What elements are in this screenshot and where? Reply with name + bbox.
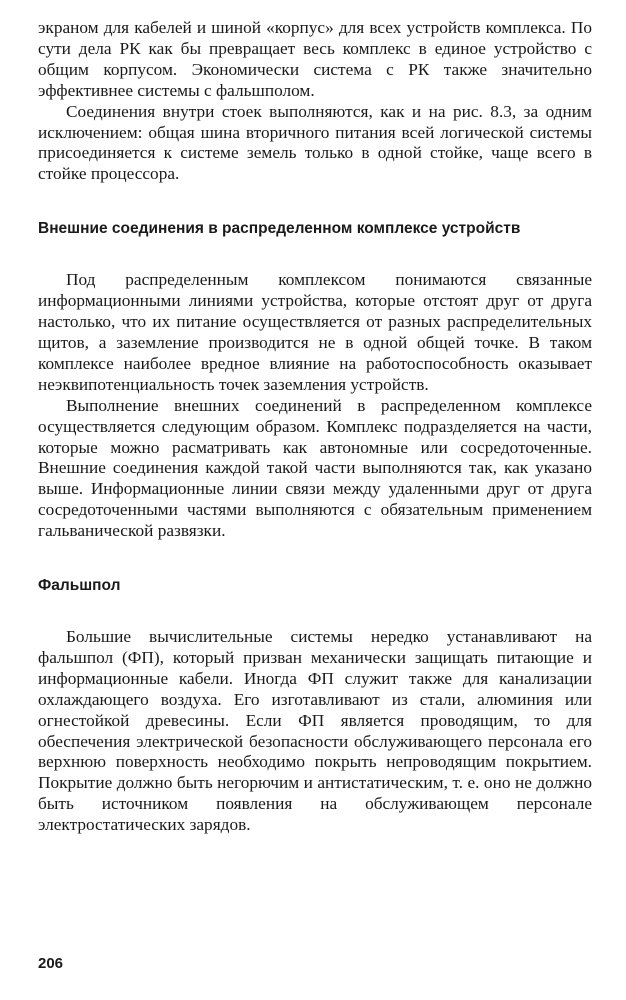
text-paragraph: экраном для кабелей и шиной «корпус» для всех устройств комплекса. По сути дела РК как бы превращает весь комплекс в единое устройство с общим корпусом. Экономически система с РК также значительно эффективнее системы с фальшполом. — [38, 18, 592, 100]
page-body — [38, 18, 592, 836]
text-paragraph: Большие вычислительные системы нередко устанавливают на фальшпол (ФП), который призван механически защищать питающие и информационные кабели. Иногда ФП служит также для канализации охлаждающего воздуха. Его изготавливают из стали, алюминия или огнестойкой древесины. Если ФП является проводящим, то для обеспечения электрической безопасности обслуживающего персонала его верхнюю поверхность необходимо покрыть непроводящим покрытием. Покрытие должно быть негорючим и антистатическим, т. е. оно не должно быть источником появления на обслуживающем персонале электростатических зарядов. — [38, 627, 592, 835]
text-paragraph: Выполнение внешних соединений в распределенном комплексе осуществляется следующим образом. Комплекс подразделяется на части, которые можно расматривать как автономные или сосредоточенные. Внешние соединения каждой такой части выполняются так, как указано выше. Информационные линии связи между удаленными друг от друга сосредоточенными частями выполняются с обязательным применением гальванической развязки. — [38, 395, 592, 541]
section-body-raised-floor — [38, 627, 592, 836]
section-heading-external-connections: Внешние соединения в распределенном комплексе устройств — [38, 220, 521, 238]
text-paragraph: Соединения внутри стоек выполняются, как и на рис. 8.3, за одним исключением: общая шина вторичного питания всей логической системы присоединяется к системе земель только в одной стойке, чаще всего в стойке процессора. — [38, 101, 592, 184]
section-heading-raised-floor: Фальшпол — [38, 577, 121, 595]
text-paragraph: Под распределенным комплексом понимаются связанные информационными линиями устройства, которые отстоят друг от друга настолько, что их питание осуществляется от разных распределительных щитов, а заземление производится не в одной общей точке. В таком комплексе наиболее вредное влияние на работоспособность оказывает неэквипотенциальность точек заземления устройств. — [38, 270, 592, 394]
page-number: 206 — [38, 955, 64, 972]
section-body-external-connections — [38, 270, 592, 542]
